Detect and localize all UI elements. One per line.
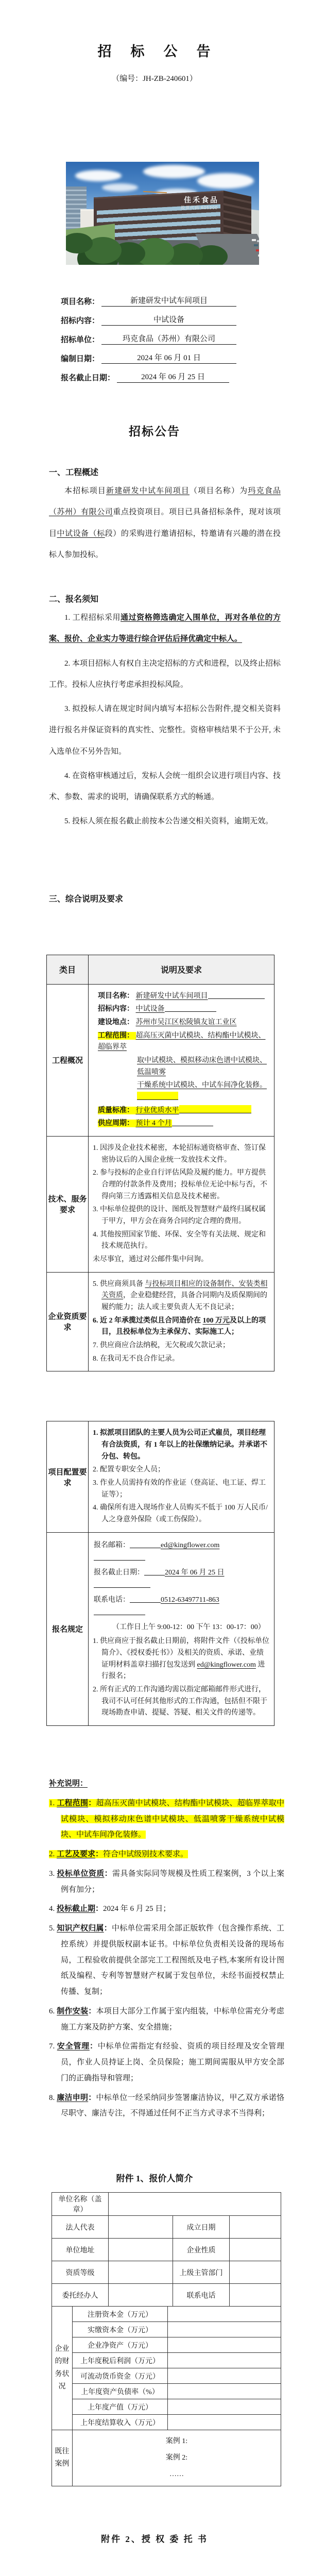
label-settlement-income: 上年度结算收入（万元）	[73, 2415, 168, 2430]
input-agent[interactable]	[109, 2284, 173, 2307]
section-2-item: 5. 投标人须在报名截止前按本公告递交相关资料，逾期无效。	[64, 817, 273, 826]
annex1-title: 附件 1、报价人简介	[116, 2174, 193, 2184]
table-row-signup-rules	[47, 1532, 274, 1725]
overview-line: 供应周期： 预计 4 个月	[98, 1118, 270, 1130]
label-contact-phone: 联系电话	[173, 2284, 230, 2307]
table-row-overview	[47, 984, 274, 1136]
config-item: 4. 确保所有进入现场作业人员购买不低于 100 万人民币/人之身意外保险（或工伤保险）。	[93, 1504, 268, 1524]
financial-row	[52, 2384, 281, 2399]
signup-hours-line: （工作日上午 9:00-12：00 下午 13：00-17：00）	[112, 1623, 265, 1631]
cover-field-deadline	[61, 371, 309, 383]
document-title: 招 标 公 告	[97, 44, 212, 59]
tech-item: 2. 参与投标的企业自行评估风险及履约能力。甲方提供合理的付款条件及费用；投标单位无论中标与否，不得向第三方透露相关信息及技术秘密。	[93, 1169, 267, 1200]
field-label: 编制日期：	[61, 355, 100, 363]
section-2-item: 4. 在资格审核通过后，发标人会统一组织会议进行项目内容、技术、参数、需求的说明，请确保联系方式的畅通。	[49, 771, 281, 801]
header-category: 类目	[47, 955, 89, 984]
label-liquid-funds: 可流动货币资金（万元）	[73, 2368, 168, 2384]
label-unit-name: 单位名称（盖章）	[52, 2193, 109, 2216]
announcement-title: 招标公告	[129, 425, 180, 438]
row-label-project-config: 项目配置要求	[47, 1421, 89, 1532]
label-legal-rep: 法人代表	[52, 2216, 109, 2239]
input-liquid-funds[interactable]	[168, 2368, 281, 2384]
overview-line: 质量标准： 行业优质水平	[98, 1105, 270, 1117]
overview-line: 工程范围： 超高压灭菌中试模块、结构酯中试模块、超临界萃	[98, 1031, 266, 1052]
label-past-cases: 既往案例	[52, 2430, 73, 2486]
config-item: 2. 配置专职安全人员；	[93, 1466, 165, 1474]
financial-row	[52, 2322, 281, 2337]
financial-row	[52, 2337, 281, 2353]
label-founded-date: 成立日期	[173, 2216, 230, 2239]
input-settlement-income[interactable]	[168, 2415, 281, 2430]
tech-item-note: 未尽事宜，通过对公邮件集中问询。	[93, 1255, 208, 1263]
form-row-unit-name	[52, 2193, 281, 2216]
section-1-paragraph: 本招标项目新建研发中试车间项目（项目名称）为玛克食品（苏州）有限公司重点投资项目。项目已具备招标条件，现对该项目中试设备（标段）的采购进行邀请招标，特邀请有兴趣的潜在投标人参加投标。	[49, 487, 281, 559]
signup-item: 2. 所有正式的工作沟通均需以指定邮箱邮件形式进行，我司不认可任何其他形式的工作沟通，包括但不限于现场勘查申请、提疑、答疑、相关文件的传递等。	[93, 1685, 267, 1717]
input-annual-output[interactable]	[168, 2399, 281, 2415]
input-unit-name[interactable]	[109, 2193, 281, 2216]
row-content-overview	[89, 984, 274, 1136]
label-qualification-grade: 资质等级	[52, 2261, 109, 2284]
field-label: 招标内容：	[61, 317, 100, 325]
input-after-tax-profit[interactable]	[168, 2353, 281, 2368]
table-header-row	[47, 955, 274, 984]
input-enterprise-type[interactable]	[230, 2239, 281, 2261]
label-annual-output: 上年度产值（万元）	[73, 2399, 168, 2415]
annex1-form-table-financial	[52, 2306, 281, 2430]
field-value: 新建研发中试车间项目	[101, 295, 236, 307]
financial-row	[52, 2353, 281, 2368]
photo-cloud	[197, 173, 254, 189]
row-label-qualification: 企业资质要求	[47, 1272, 89, 1371]
label-unit-address: 单位地址	[52, 2239, 109, 2261]
signup-phone-line: 联系电话： 0512-63497711-863	[94, 1594, 270, 1619]
requirements-table-part1	[46, 955, 274, 1372]
tech-item: 1. 因涉及企业技术秘密，本轮招标通资格审查、签订保密协议后的入围企业统一发放技术文件。	[93, 1144, 266, 1164]
case-line: 案例 2:	[165, 2454, 188, 2462]
photo-cloud	[102, 183, 138, 192]
input-net-assets[interactable]	[168, 2337, 281, 2353]
overview-line: 建设地点： 苏州市吴江区松陵镇友谊工业区	[98, 1018, 237, 1026]
label-paid-in-capital: 实缴资本金（万元）	[73, 2322, 168, 2337]
cover-fields	[61, 295, 309, 383]
label-debt-ratio: 上年度资产负债率（%）	[73, 2384, 168, 2399]
field-value: 2024 年 06 月 25 日	[117, 371, 229, 383]
supplement-item: 6. 制作安装：本项目大部分工作属于室内组装，中标单位需充分考虑施工方案及防护方案、安全措施；	[49, 2007, 284, 2031]
signup-deadline-line: 报名截止日期： 2024 年 06 月 25 日	[94, 1567, 270, 1592]
photo-brand-text: 佳禾食品	[184, 196, 219, 204]
table-row-tech-service	[47, 1136, 274, 1272]
photo-cloud	[75, 170, 122, 181]
cover-field-bid-content	[61, 314, 309, 326]
label-superior-department: 上级主管部门	[173, 2261, 230, 2284]
label-enterprise-type: 企业性质	[173, 2239, 230, 2261]
label-agent: 委托经办人	[52, 2284, 109, 2307]
financial-row	[52, 2368, 281, 2384]
tech-item: 3. 中标单位提供的设计、图纸及智慧财产最终归属权属于甲方，甲方会在商务合同约定合理的费用。	[93, 1206, 266, 1225]
annex1-form-table-cases	[52, 2430, 281, 2486]
document-code: （编号：JH-ZB-240601）	[112, 75, 197, 83]
annex2-title: 附件 2、授 权 委 托 书	[101, 2534, 208, 2545]
financial-row	[52, 2415, 281, 2430]
input-founded-date[interactable]	[230, 2216, 281, 2239]
qualification-item: 8. 在我司无不良合作记录。	[93, 1354, 179, 1363]
input-contact-phone[interactable]	[230, 2284, 281, 2307]
financial-row	[52, 2307, 281, 2322]
building-photo	[66, 162, 259, 265]
form-row-agent	[52, 2284, 281, 2307]
section-2-item: 2. 本项目招标人有权自主决定招标的方式和进程，以及终止招标工作。投标人应执行考虑承担投标风险。	[49, 659, 281, 689]
row-label-signup-rules: 报名规定	[47, 1532, 89, 1725]
overview-line: 项目名称： 新建研发中试车间项目	[98, 991, 270, 1003]
input-debt-ratio[interactable]	[168, 2384, 281, 2399]
row-content-tech-service	[89, 1136, 274, 1272]
supplement-heading: 补充说明：	[49, 1779, 88, 1788]
photo-parked-cars	[252, 239, 256, 241]
section-2-heading: 二、报名须知	[49, 595, 99, 604]
photo-stock-code: 股票代码 605300	[181, 206, 218, 210]
overview-line: 干燥系统中试模块、中试车间净化装修。	[137, 1080, 270, 1103]
supplement-section	[49, 1777, 284, 2122]
config-item: 1. 拟派项目团队的主要人员为公司正式雇员，项目经理有合法资质，有 1 年以上的社保缴纳记录。并承诺不分包、转包。	[93, 1429, 267, 1461]
annex1-form-table-top	[52, 2192, 281, 2307]
input-unit-address[interactable]	[109, 2239, 173, 2261]
header-description: 说明及要求	[89, 955, 274, 984]
annex2-declaration	[49, 2573, 282, 2576]
field-label: 报名截止日期：	[61, 374, 115, 382]
input-paid-in-capital[interactable]	[168, 2322, 281, 2337]
cover-field-date	[61, 352, 309, 364]
label-net-assets: 企业净资产（万元）	[73, 2337, 168, 2353]
config-item: 3. 作业人员需持有效的作业证（登高证、电工证、焊工证等）；	[93, 1479, 266, 1499]
label-financial-status: 企业的财务状况	[52, 2307, 73, 2430]
cover-field-bid-unit	[61, 333, 309, 345]
supplement-item: 8. 廉洁申明：中标单位一经采纳同步签署廉洁协议，甲乙双方承诺恪尽职守、廉洁专注，不得通过任何不正当方式寻求不当得利；	[49, 2093, 284, 2118]
input-past-cases[interactable]	[73, 2430, 281, 2486]
section-3-heading: 三、综合说明及要求	[49, 894, 124, 904]
field-value: 中试设备	[101, 314, 236, 326]
row-content-project-config	[89, 1421, 274, 1532]
input-legal-rep[interactable]	[109, 2216, 173, 2239]
section-2-item: 3. 拟投标人请在规定时间内填写本招标公告附件,提交相关资料进行报名并保证资料的真实性、完整性。资格审核结果不于公开, 未入选单位不另外告知。	[49, 705, 281, 756]
form-row-legal-rep	[52, 2216, 281, 2239]
supplement-item: 7. 安全管理：中标单位需指定有经验、资质的项目经理及安全管理员，作业人员持证上岗、全员保险；施工期间需服从甲方安全部门的正确指导和管理；	[49, 2042, 284, 2082]
table-row-project-config	[47, 1421, 274, 1532]
form-row-unit-address	[52, 2239, 281, 2261]
field-label: 招标单位：	[61, 336, 100, 344]
field-value: 2024 年 06 月 01 日	[101, 352, 236, 364]
field-value: 玛克食品（苏州）有限公司	[101, 333, 236, 345]
supplement-item: 5. 知识产权归属：中标单位需采用全部正版软件（包含操作系统、工控系统）并提供版权副本证书。中标单位负责相关设备的现场布局，工程验收前提供全部完工工程图纸及电子档,本案所有设计图纸及编程、专利等智慧财产权属于发包单位，未经书面授权禁止传播、复制；	[49, 1924, 284, 1996]
row-label-overview: 工程概况	[47, 984, 89, 1136]
case-line: 案例 1:	[165, 2437, 188, 2445]
tech-item: 4. 其他按照国家节能、环保、安全等有关法规、规定和技术规范执行。	[93, 1230, 266, 1250]
label-after-tax-profit: 上年度税后利润（万元）	[73, 2353, 168, 2368]
signup-email-line: 报名邮箱： ed@kingflower.com	[94, 1539, 270, 1565]
supplement-item: 4. 投标截止期：2024 年 6 月 25 日；	[49, 1905, 171, 1913]
cover-field-project-name	[61, 295, 309, 307]
case-line: ……	[169, 2470, 184, 2479]
form-row-qualification-grade	[52, 2261, 281, 2284]
overview-line: 取中试模块、模拟移动床色谱中试模块、低温喷雾	[137, 1056, 267, 1076]
row-content-signup-rules	[89, 1532, 274, 1725]
supplement-item: 1. 工程范围：超高压灭菌中试模块、结构酯中试模块、超临界萃取中试模块、模拟移动床色谱中试模块、低温喷雾干燥系统中试模块、中试车间净化装修。	[49, 1799, 284, 1839]
cases-row	[52, 2430, 281, 2486]
supplement-item: 3. 投标单位资质：需具备实际同等规模及性质工程案例，3 个以上案例有加分；	[49, 1869, 284, 1894]
supplement-item: 2. 工艺及要求：符合中试级别技术要求。	[49, 1850, 188, 1859]
qualification-item: 6. 近 2 年承揽过类似且合同造价在 100 万元及以上的项目，且投标单位为主承保方、实际施工人；	[93, 1316, 266, 1336]
requirements-table-part2	[46, 1421, 274, 1726]
input-qualification-grade[interactable]	[109, 2261, 173, 2284]
section-1-heading: 一、工程概述	[49, 468, 99, 477]
signup-item: 1. 供应商应于报名截止日期前，将附件文件（《投标单位简介》、《授权委托书》）及相关的资质、承诺、业绩证明材料盖章扫描打包发送到 ed@kingflower.com 进行报名；	[93, 1637, 269, 1681]
field-label: 项目名称：	[61, 298, 100, 306]
qualification-item: 7. 供应商应合法纳税，无欠税或欠款记录；	[93, 1341, 230, 1349]
row-content-qualification	[89, 1272, 274, 1371]
overview-line: 招标内容： 中试设备	[98, 1004, 270, 1015]
table-row-qualification	[47, 1272, 274, 1371]
input-superior-department[interactable]	[230, 2261, 281, 2284]
row-label-tech-service: 技术、服务要求	[47, 1136, 89, 1272]
input-registered-capital[interactable]	[168, 2307, 281, 2322]
label-registered-capital: 注册资本金（万元）	[73, 2307, 168, 2322]
qualification-item: 5. 供应商须具备 与投标项目相应的设备制作、安装类相关资质，企业稳健经营，具备合同期内及质保期间的履约能力；法人或主要负责人无不良记录；	[93, 1280, 268, 1311]
financial-row	[52, 2399, 281, 2415]
section-2-item: 1. 工程招标采用通过资格筛选确定入围单位，再对各单位的方案、报价、企业实力等进行综合评估后择优确定中标人。	[49, 614, 281, 643]
photo-cloud	[143, 165, 205, 178]
